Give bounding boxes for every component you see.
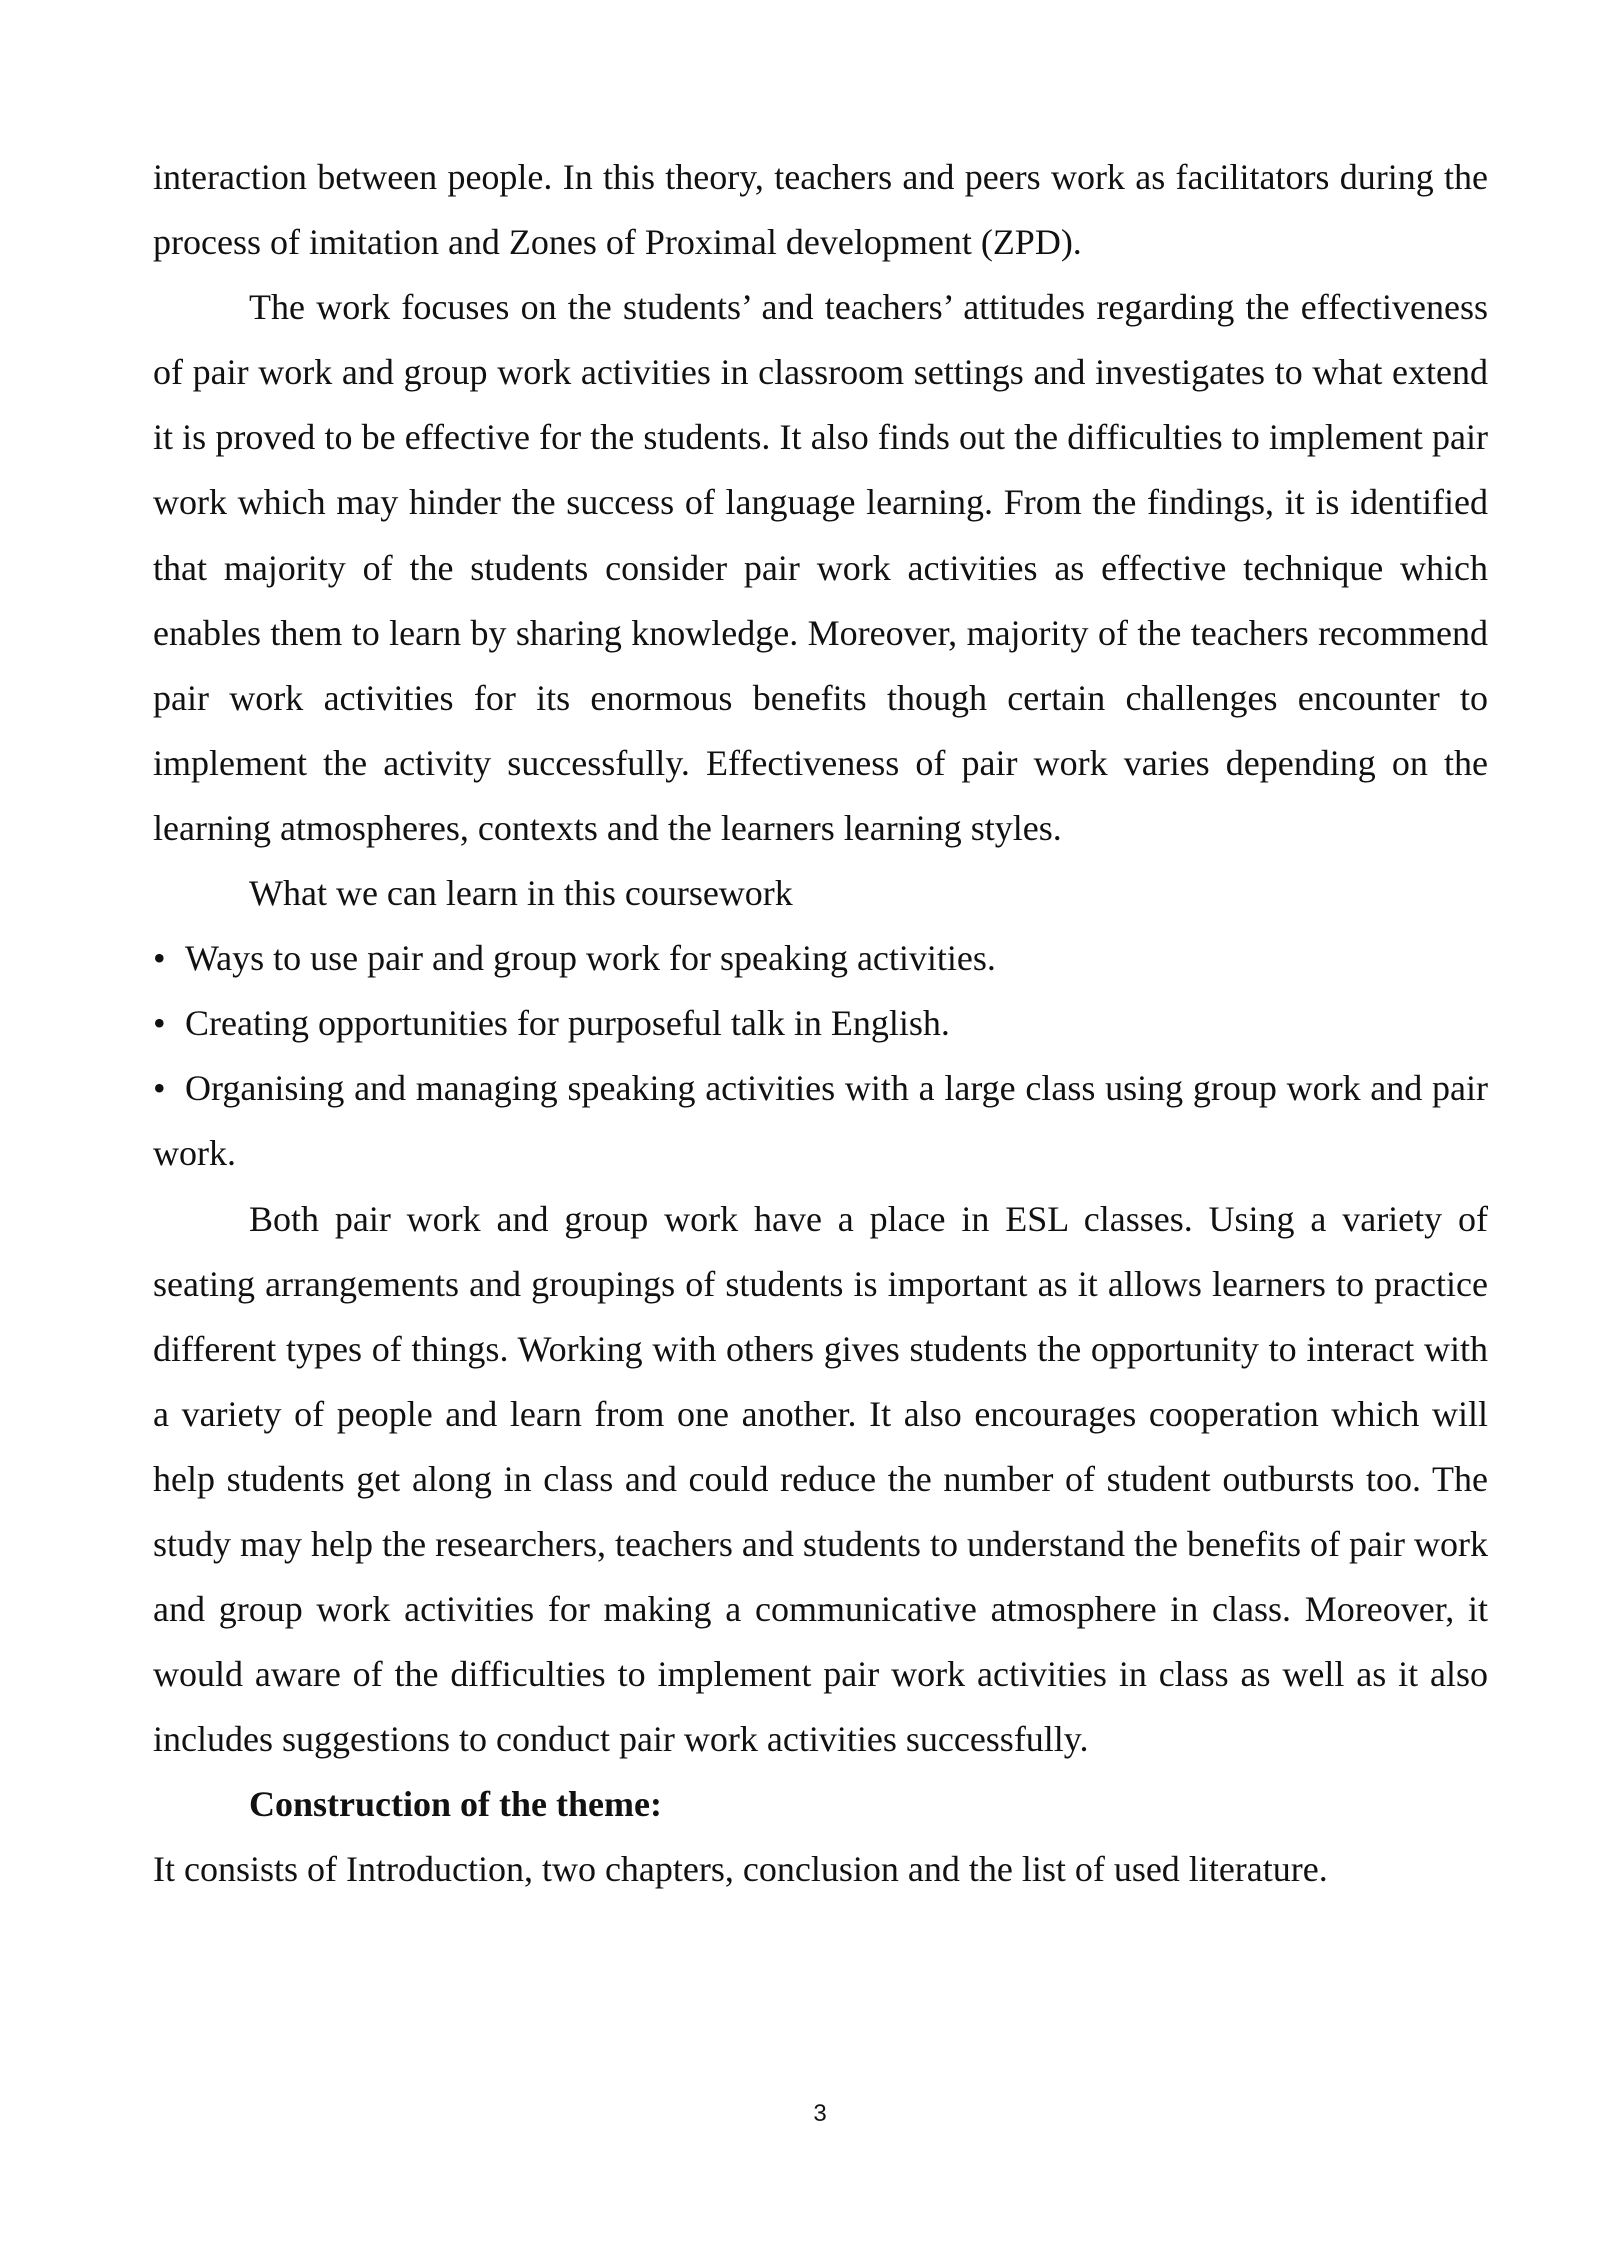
paragraph-learning-intro: What we can learn in this coursework	[249, 873, 793, 914]
bullet-icon: •	[153, 1003, 166, 1044]
section-heading: Construction of the theme:	[249, 1784, 662, 1825]
paragraph-structure: It consists of Introduction, two chapters, conclusion and the list of used literature.	[153, 1849, 1328, 1890]
bullet-icon: •	[153, 938, 166, 979]
list-item	[153, 1056, 1488, 1186]
bullet-icon: •	[153, 1068, 166, 1109]
list-item-text: Creating opportunities for purposeful talk in English.	[185, 1003, 950, 1044]
paragraph-intro-continuation: interaction between people. In this theory, teachers and peers work as facilitators during the process of imitation and Zones of Proximal development (ZPD).	[153, 157, 1488, 263]
list-item-text: Ways to use pair and group work for speaking activities.	[185, 938, 996, 979]
paragraph-pair-group-work: Both pair work and group work have a place in ESL classes. Using a variety of seating arrangements and groupings of students is important as it allows learners to practice different types of things. Working with others gives students the opportunity to interact with a variety of people and learn from one another. It also encourages cooperation which will help students get along in class and could reduce the number of student outbursts too. The study may help the researchers, teachers and students to understand the benefits of pair work and group work activities for making a communicative atmosphere in class. Moreover, it would aware of the difficulties to implement pair work activities in class as well as it also includes suggestions to conduct pair work activities successfully.	[153, 1198, 1488, 1760]
list-item	[153, 991, 1488, 1056]
paragraph-work-focus: The work focuses on the students’ and teachers’ attitudes regarding the effectiveness of pair work and group work activities in classroom settings and investigates to what extend it is proved to be effective for the students. It also finds out the difficulties to implement pair work which may hinder the success of language learning. From the findings, it is identified that majority of the students consider pair work activities as effective technique which enables them to learn by sharing knowledge. Moreover, majority of the teachers recommend pair work activities for its enormous benefits though certain challenges encounter to implement the activity successfully. Effectiveness of pair work varies depending on the learning atmospheres, contexts and the learners learning styles.	[153, 287, 1488, 848]
list-item-text: Organising and managing speaking activities with a large class using group work and pair work.	[153, 1068, 1488, 1174]
bullet-list	[153, 926, 1488, 1186]
list-item	[153, 926, 1488, 991]
page-number: 3	[813, 2100, 827, 2127]
document-page	[153, 145, 1488, 1903]
